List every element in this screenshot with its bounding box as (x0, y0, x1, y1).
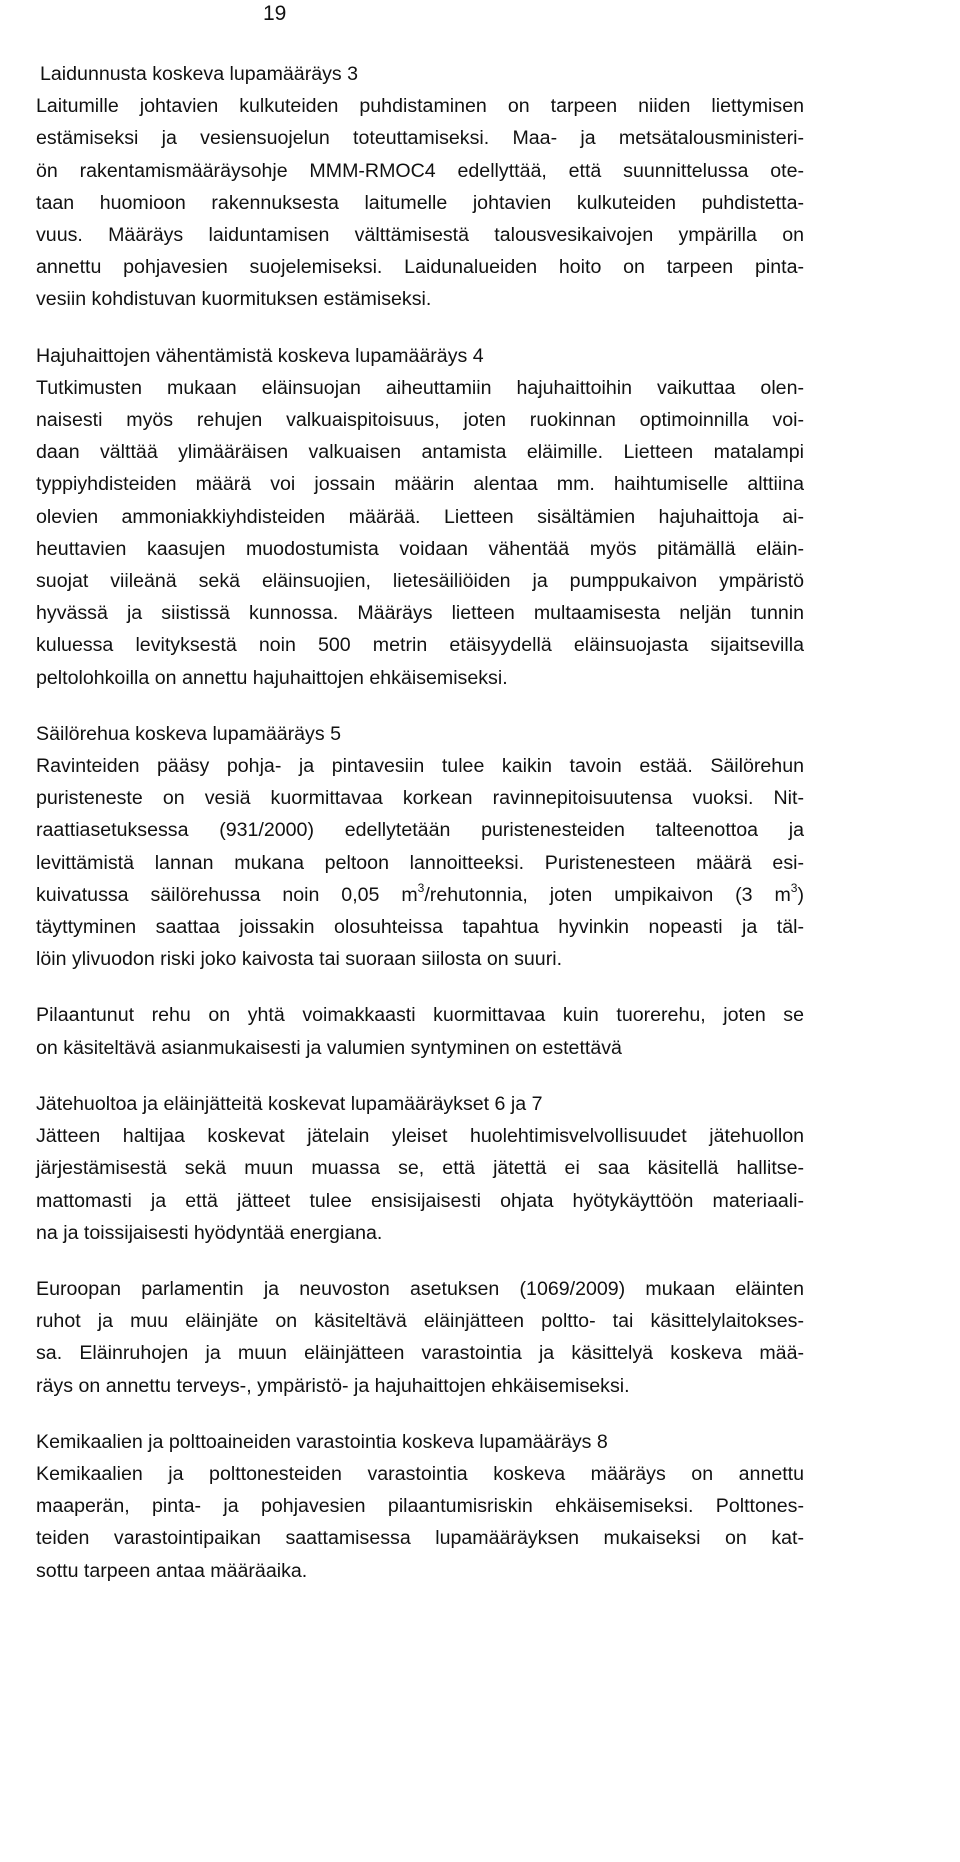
superscript: 3 (790, 881, 798, 896)
paragraph-line: Jätteen haltijaa koskevat jätelain yleiset huolehtimisvelvollisuudet jätehuollon (36, 1125, 804, 1148)
paragraph-line: raattiasetuksessa (931/2000) edellytetään puristenesteiden talteenottoa ja (36, 819, 804, 842)
paragraph-line: vesiin kohdistuvan kuormituksen estämiseksi. (36, 288, 432, 311)
paragraph-line: Pilaantunut rehu on yhtä voimakkaasti kuormittavaa kuin tuorerehu, joten se (36, 1004, 804, 1027)
paragraph-line: vuus. Määräys laiduntamisen välttämisestä talousvesikaivojen ympärilla on (36, 224, 804, 247)
section-animal-waste (36, 1273, 804, 1402)
section-waste (36, 1088, 804, 1249)
section-spoiled-feed (36, 999, 804, 1063)
paragraph-line: hyvässä ja siistissä kunnossa. Määräys lietteen multaamisesta neljän tunnin (36, 602, 804, 625)
paragraph-line: kuluessa levityksestä noin 500 metrin etäisyydellä eläinsuojasta sijaitsevilla (36, 634, 804, 657)
paragraph-line: Kemikaalien ja polttonesteiden varastointia koskeva määräys on annettu (36, 1462, 804, 1485)
text-fragment: /rehutonnia, joten umpikaivon (3 m (424, 883, 791, 906)
page-number: 19 (263, 2, 287, 25)
paragraph-line: heuttavien kaasujen muodostumista voidaan vähentää myös pitämällä eläin- (36, 537, 804, 560)
paragraph-line-with-superscript (36, 879, 804, 911)
text-fragment: ) (797, 883, 804, 906)
paragraph-line: sa. Eläinruhojen ja muun eläinjätteen varastointia ja käsittelyä koskeva mää- (36, 1342, 804, 1365)
paragraph-line: löin ylivuodon riski joko kaivosta tai suoraan siilosta on suuri. (36, 948, 563, 971)
paragraph-line: na ja toissijaisesti hyödyntää energiana. (36, 1221, 383, 1244)
text-fragment: kuivatussa säilörehussa noin 0,05 m (36, 883, 418, 906)
paragraph-line: daan välttää ylimääräisen valkuaisen antamista eläimille. Lietteen matalampi (36, 441, 804, 464)
paragraph-line: peltolohkoilla on annettu hajuhaittojen ehkäisemiseksi. (36, 666, 508, 689)
paragraph-line: maaperän, pinta- ja pohjavesien pilaantumisriskin ehkäisemiseksi. Polttones- (36, 1495, 804, 1518)
section-silage (36, 718, 804, 976)
document-body (36, 58, 804, 1587)
paragraph-line: suojat viileänä sekä eläinsuojien, lietesäiliöiden ja pumppukaivon ympäristö (36, 570, 804, 593)
paragraph-line: ruhot ja muu eläinjäte on käsiteltävä eläinjätteen poltto- tai käsittelylaitokses- (36, 1310, 804, 1333)
section-heading: Hajuhaittojen vähentämistä koskeva lupamääräys 4 (36, 344, 484, 367)
paragraph-line: annettu pohjavesien suojelemiseksi. Laidunalueiden hoito on tarpeen pinta- (36, 256, 804, 279)
paragraph-line: taan huomioon rakennuksesta laitumelle johtavien kulkuteiden puhdistetta- (36, 191, 804, 214)
paragraph-line: mattomasti ja että jätteet tulee ensisijaisesti ohjata hyötykäyttöön materiaali- (36, 1189, 804, 1212)
paragraph-line: Laitumille johtavien kulkuteiden puhdistaminen on tarpeen niiden liettymisen (36, 95, 804, 118)
paragraph-line: estämiseksi ja vesiensuojelun toteuttamiseksi. Maa- ja metsätalousministeri- (36, 127, 804, 150)
paragraph-line: typpiyhdisteiden määrä voi jossain määrin alentaa mm. haihtumiselle alttiina (36, 473, 804, 496)
paragraph-line: sottu tarpeen antaa määräaika. (36, 1559, 308, 1582)
paragraph-line: puristeneste on vesiä kuormittavaa korkean ravinnepitoisuutensa vuoksi. Nit- (36, 787, 804, 810)
paragraph-line: järjestämisestä sekä muun muassa se, että jätettä ei saa käsitellä hallitse- (36, 1157, 804, 1180)
section-heading: Kemikaalien ja polttoaineiden varastointia koskeva lupamääräys 8 (36, 1430, 608, 1453)
paragraph-line: levittämistä lannan mukana peltoon lannoitteeksi. Puristenesteen määrä esi- (36, 851, 804, 874)
section-chemicals (36, 1426, 804, 1587)
paragraph-line: ön rakentamismääräysohje MMM-RMOC4 edellyttää, että suunnittelussa ote- (36, 159, 804, 182)
paragraph-line: räys on annettu terveys-, ympäristö- ja hajuhaittojen ehkäisemiseksi. (36, 1374, 630, 1397)
paragraph-line: on käsiteltävä asianmukaisesti ja valumien syntyminen on estettävä (36, 1036, 622, 1059)
section-heading: Jätehuoltoa ja eläinjätteitä koskevat lupamääräykset 6 ja 7 (36, 1092, 543, 1115)
section-grazing (36, 58, 804, 316)
section-odour (36, 340, 804, 694)
paragraph-line: naisesti myös rehujen valkuaispitoisuus, joten ruokinnan optimoinnilla voi- (36, 409, 804, 432)
paragraph-line: olevien ammoniakkiyhdisteiden määrää. Lietteen sisältämien hajuhaittoja ai- (36, 505, 804, 528)
paragraph-line: Tutkimusten mukaan eläinsuojan aiheuttamiin hajuhaittoihin vaikuttaa olen- (36, 376, 804, 399)
paragraph-line: Euroopan parlamentin ja neuvoston asetuksen (1069/2009) mukaan eläinten (36, 1277, 804, 1300)
paragraph-line: täyttyminen saattaa joissakin olosuhteissa tapahtua hyvinkin nopeasti ja täl- (36, 916, 804, 939)
section-heading: Laidunnusta koskeva lupamääräys 3 (40, 63, 359, 85)
section-heading: Säilörehua koskeva lupamääräys 5 (36, 722, 341, 745)
paragraph-line: teiden varastointipaikan saattamisessa lupamääräyksen mukaiseksi on kat- (36, 1527, 804, 1550)
superscript: 3 (417, 881, 425, 896)
paragraph-line: Ravinteiden pääsy pohja- ja pintavesiin tulee kaikin tavoin estää. Säilörehun (36, 755, 804, 778)
